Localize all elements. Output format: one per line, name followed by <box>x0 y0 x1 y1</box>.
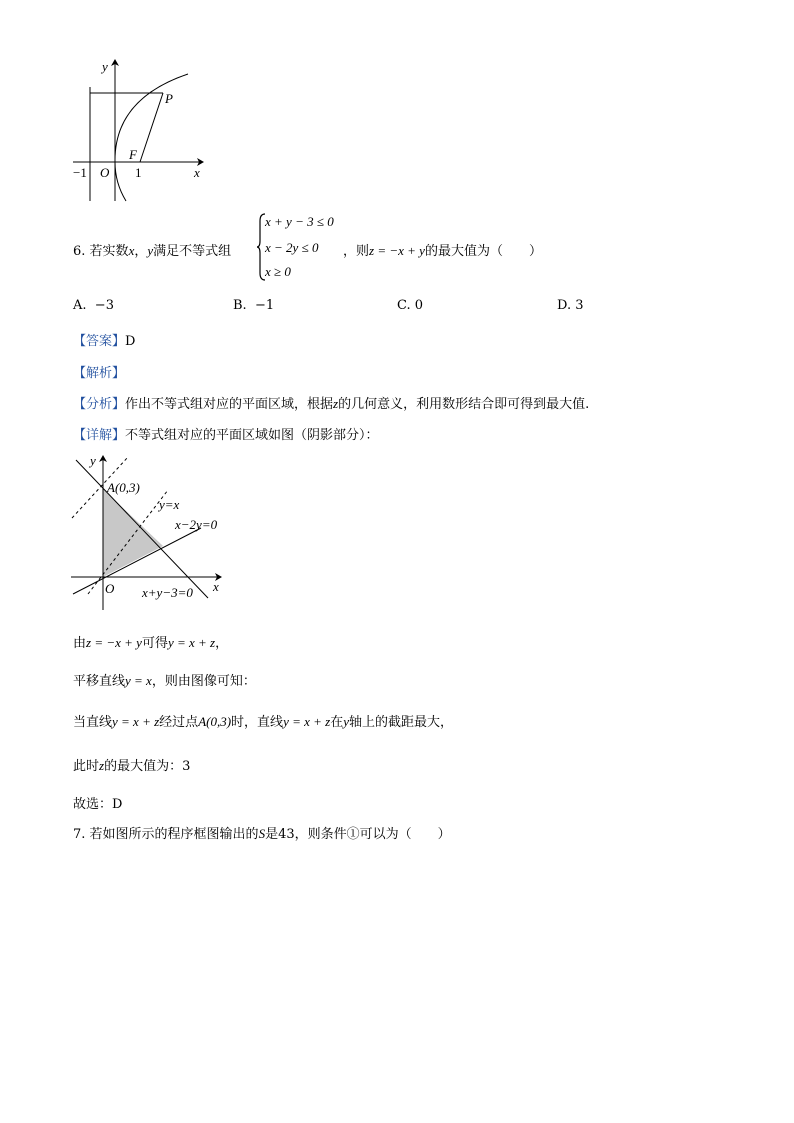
parabola-figure <box>68 55 213 205</box>
segment-pf <box>140 93 163 162</box>
jiexi-line <box>73 362 125 381</box>
q6-var-x: x <box>128 243 135 258</box>
step-4: 此时z的最大值为：3 <box>73 758 191 774</box>
option-d[interactable]: D. 3 <box>557 298 584 313</box>
xiangjie-line: 【详解】不等式组对应的平面区域如图（阴影部分）： <box>73 428 379 443</box>
label-y: y <box>102 59 108 74</box>
fenxi-line: 【分析】作出不等式组对应的平面区域，根据z的几何意义，利用数形结合即可得到最大值. <box>73 396 590 412</box>
q6-text-3: ，则 <box>343 244 370 259</box>
answer-value: D <box>125 334 136 349</box>
step-5: 故选：D <box>73 797 123 812</box>
label-x-minus-2y: x−2y=0 <box>175 517 218 532</box>
label-1: 1 <box>135 165 142 180</box>
label-f: F <box>129 147 137 162</box>
q6-number: 6. <box>73 244 86 259</box>
answer-tag: 【答案】 <box>73 334 126 349</box>
q6-sep: ， <box>134 244 148 259</box>
label-o: O <box>100 165 110 180</box>
feasible-region-figure <box>66 452 231 612</box>
label-neg1: −1 <box>73 165 87 180</box>
option-c[interactable]: C. 0 <box>397 298 424 313</box>
q6-var-y: y <box>147 243 154 258</box>
label-x-plus-y-minus-3: x+y−3=0 <box>142 585 193 600</box>
label-a: A(0,3) <box>107 480 140 495</box>
jiexi-tag: 【解析】 <box>73 366 126 381</box>
step-3: 当直线y = x + z经过点A(0,3)时，直线y = x + z在y轴上的截距最大， <box>73 714 454 730</box>
label-p: P <box>165 91 173 106</box>
step-1: 由z = −x + y可得y = x + z， <box>73 635 229 651</box>
q7-number: 7. <box>73 827 86 842</box>
q6-text-1: 若实数 <box>89 244 129 259</box>
xiangjie-tag: 【详解】 <box>73 428 126 443</box>
label-x: x <box>213 579 219 594</box>
label-o: O <box>105 581 115 596</box>
option-b[interactable]: B. −1 <box>233 298 275 313</box>
inequality-3: x ≥ 0 <box>265 264 291 279</box>
label-y-eq-x: y=x <box>159 497 180 512</box>
step-2: 平移直线y = x，则由图像可知： <box>73 673 256 689</box>
answer-line <box>73 330 135 349</box>
label-x: x <box>194 165 200 180</box>
inequality-2: x − 2y ≤ 0 <box>265 240 319 255</box>
q6-text-2: 满足不等式组 <box>153 244 232 259</box>
label-y: y <box>90 453 96 468</box>
q6-text-4: 的最大值为（ ） <box>424 244 542 259</box>
shaded-region <box>103 489 163 577</box>
q6-expression: z = −x + y <box>369 243 425 258</box>
inequality-1: x + y − 3 ≤ 0 <box>265 214 334 229</box>
fenxi-tag: 【分析】 <box>73 397 126 412</box>
option-a[interactable]: A. −3 <box>73 298 114 313</box>
question-7: 7. 若如图所示的程序框图输出的S是43，则条件①可以为（ ） <box>73 826 451 842</box>
